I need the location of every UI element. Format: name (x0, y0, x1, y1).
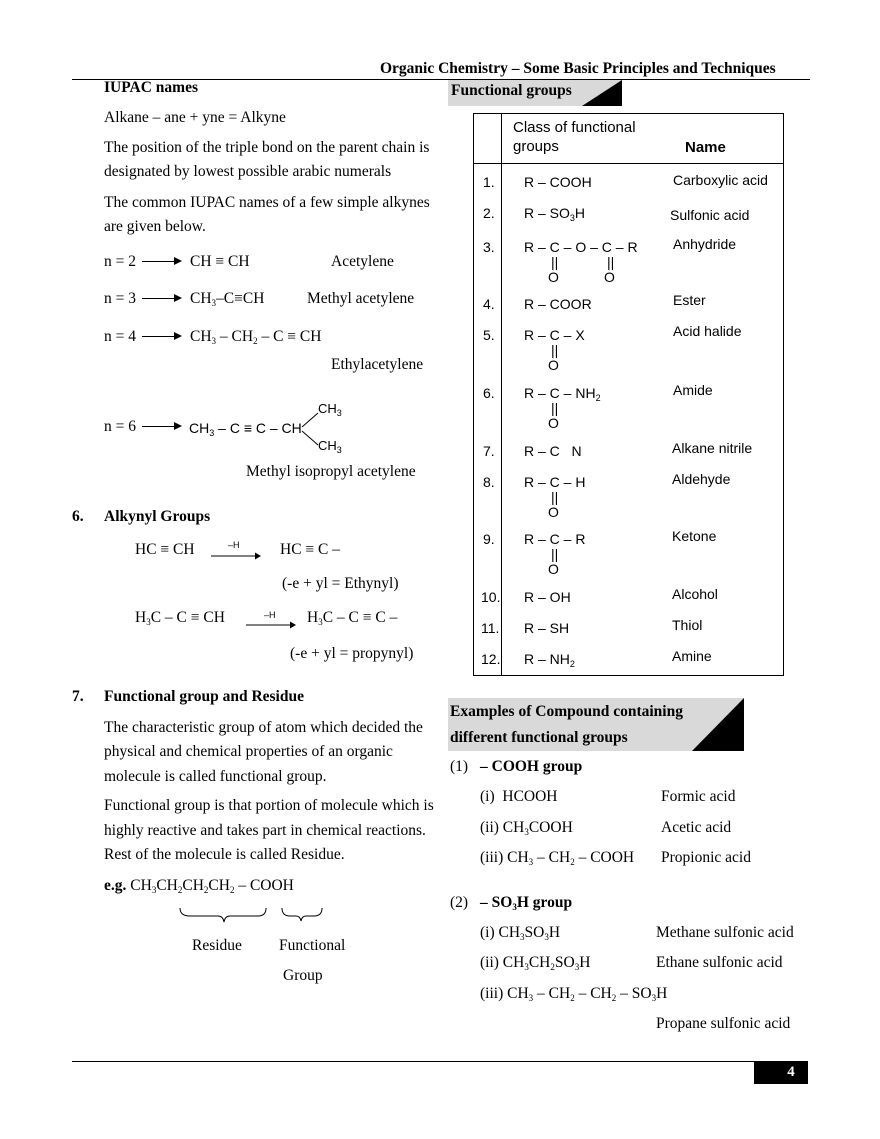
row-name: Ketone (672, 528, 717, 544)
fg-heading: Functional groups (451, 82, 572, 99)
functional-groups-table (473, 113, 784, 676)
n3-formula: $CH_3-C\equiv CH$ (190, 290, 265, 308)
n3-row (104, 290, 188, 308)
row-number: 1. (483, 174, 495, 190)
group1-item2: (ii) $CH_3COOH$ (480, 819, 573, 837)
footer-rule (72, 1061, 808, 1062)
row-number: 7. (483, 443, 495, 459)
table-header-divider (474, 163, 783, 164)
row-number: 9. (483, 531, 495, 547)
double-bond-mark: || (551, 489, 559, 505)
group2-item1: (i) $CH_3SO_3H$ (480, 924, 561, 942)
n4-label: n = 4 (104, 328, 136, 345)
group2-item2: (ii) $CH_3CH_2SO_3H$ (480, 954, 591, 972)
row-formula: R – COOH (524, 174, 592, 190)
double-bond-mark: || (551, 342, 559, 358)
page-number: 4 (787, 1064, 795, 1080)
table-header-class-line1: Class of functional (513, 119, 636, 136)
group2-item1-name: Methane sulfonic acid (656, 924, 794, 941)
group1-item3-name: Propionic acid (661, 849, 751, 866)
n4-formula: $CH_3 - CH_2$ – C ≡ CH (190, 328, 322, 346)
para1-line3: molecule is called functional group. (104, 768, 327, 785)
group2-title: – $SO_3H$ group (480, 894, 573, 912)
banner-corner-triangle (582, 80, 622, 106)
row-formula: R – C – $NH_2$ (524, 385, 601, 403)
row-formula: R – C – O – C – R (524, 239, 638, 255)
header-title: Organic Chemistry – Some Basic Principles and Techniques (380, 60, 776, 77)
n6-label: n = 6 (104, 418, 136, 435)
row-name: Thiol (672, 617, 703, 633)
para1-line2: physical and chemical properties of an organic (104, 743, 393, 760)
para2-line3: Rest of the molecule is called Residue. (104, 846, 345, 863)
row-name: Anhydride (673, 236, 737, 252)
example-row: e.g. $CH_3CH_2CH_2CH_2$ – COOH (104, 877, 294, 895)
para2-line1: Functional group is that portion of molecule which is (104, 797, 434, 814)
n6-row (104, 418, 188, 436)
oxygen-atom: O (604, 269, 615, 285)
alkynyl2-right: $H_3C - C \equiv C$ – (307, 609, 398, 627)
n4-row (104, 328, 188, 346)
arrow-icon (142, 257, 182, 267)
table-header-name: Name (685, 139, 726, 156)
row-name: Sulfonic acid (670, 207, 750, 223)
n2-formula: CH ≡ CH (190, 253, 250, 270)
alkynyl2-arrow-label: –H (264, 610, 276, 620)
examples-heading-line2: different functional groups (450, 729, 628, 746)
double-bond-mark: || (607, 254, 615, 270)
alkyne-naming-rule: Alkane – ane + yne = Alkyne (104, 109, 286, 126)
row-number: 3. (483, 239, 495, 255)
row-name: Alcohol (672, 586, 718, 602)
group2-item3: (iii) $CH_3 - CH_2 - CH_2 - SO_3H$ (480, 985, 668, 1003)
row-number: 6. (483, 385, 495, 401)
oxygen-atom: O (548, 415, 559, 431)
arrow-icon (142, 332, 182, 342)
group-label: Group (283, 967, 323, 984)
group2-number: (2) (450, 894, 469, 911)
row-number: 11. (481, 620, 500, 636)
examples-heading-line1: Examples of Compound containing (450, 703, 683, 720)
oxygen-atom: O (548, 269, 559, 285)
row-number: 2. (483, 205, 495, 221)
section7-title: Functional group and Residue (104, 688, 304, 705)
branch-ch3-bottom: $CH_3$ (318, 438, 342, 455)
row-formula: R – C – R (524, 531, 586, 547)
row-formula: R – C N (524, 443, 582, 459)
row-number: 10. (481, 589, 501, 605)
group1-item3: (iii) $CH_3 - CH_2$ – COOH (480, 849, 635, 867)
row-name: Acid halide (673, 323, 742, 339)
row-formula: R – SH (524, 620, 570, 636)
row-name: Amine (672, 648, 712, 664)
group2-item2-name: Ethane sulfonic acid (656, 954, 783, 971)
position-text-line1: The position of the triple bond on the parent chain is (104, 139, 430, 156)
alkynyl2-left: $H_3C$ – C ≡ CH (135, 609, 225, 627)
n2-name: Acetylene (331, 253, 394, 270)
group1-item1-name: Formic acid (661, 788, 736, 805)
row-formula: R – C – H (524, 474, 586, 490)
alkynyl2-note: (-e + yl = propynyl) (290, 645, 414, 662)
section7-number: 7. (72, 688, 84, 705)
eg-label: e.g. (104, 877, 127, 894)
brace-lines (178, 906, 328, 928)
n4-name: Ethylacetylene (331, 356, 424, 373)
arrow-icon (246, 620, 296, 630)
common-names-line1: The common IUPAC names of a few simple alkynes (104, 194, 430, 211)
n2-label: n = 2 (104, 253, 136, 270)
row-formula: R – $NH_2$ (524, 651, 575, 669)
row-formula: R – $SO_3H$ (524, 205, 586, 223)
n6-formula: $CH_3 - C \equiv C$ – CH (189, 420, 302, 438)
arrow-icon (142, 422, 182, 432)
oxygen-atom: O (548, 504, 559, 520)
row-formula: R – C – X (524, 327, 585, 343)
oxygen-atom: O (548, 561, 559, 577)
n6-name: Methyl isopropyl acetylene (246, 463, 416, 480)
para1-line1: The characteristic group of atom which decided the (104, 719, 423, 736)
n3-label: n = 3 (104, 290, 136, 307)
row-name: Aldehyde (672, 471, 731, 487)
alkynyl1-arrow-label: –H (228, 540, 240, 550)
row-name: Alkane nitrile (672, 440, 753, 456)
para2-line2: highly reactive and takes part in chemical reactions. (104, 822, 426, 839)
iupac-heading: IUPAC names (104, 79, 198, 96)
common-names-line2: are given below. (104, 218, 206, 235)
double-bond-mark: || (551, 400, 559, 416)
banner-corner-triangle (692, 698, 744, 751)
branch-ch3-top: $CH_3$ (318, 401, 342, 418)
group1-number: (1) (450, 758, 469, 775)
row-number: 12. (481, 651, 501, 667)
table-header-class-line2: groups (513, 138, 559, 155)
row-formula: R – OH (524, 589, 571, 605)
arrow-icon (142, 294, 182, 304)
row-name: Amide (673, 382, 713, 398)
group1-title: – COOH group (480, 758, 583, 775)
oxygen-atom: O (548, 357, 559, 373)
group2-item3-name: Propane sulfonic acid (656, 1015, 791, 1032)
row-number: 5. (483, 327, 495, 343)
section6-title: Alkynyl Groups (104, 508, 211, 525)
n2-row (104, 253, 188, 271)
table-col-divider (501, 114, 502, 675)
n3-name: Methyl acetylene (307, 290, 415, 307)
double-bond-mark: || (551, 546, 559, 562)
residue-label: Residue (192, 937, 242, 954)
row-number: 8. (483, 474, 495, 490)
alkynyl1-right: HC ≡ C – (280, 541, 340, 558)
alkynyl1-left: HC ≡ CH (135, 541, 195, 558)
arrow-icon (211, 551, 261, 561)
group1-item1: (i) HCOOH (480, 788, 558, 805)
section6-number: 6. (72, 508, 84, 525)
double-bond-mark: || (551, 254, 559, 270)
group1-item2-name: Acetic acid (661, 819, 732, 836)
alkynyl1-note: (-e + yl = Ethynyl) (282, 575, 399, 592)
position-text-line2: designated by lowest possible arabic numerals (104, 163, 392, 180)
row-name: Ester (673, 292, 706, 308)
row-formula: R – COOR (524, 296, 592, 312)
row-name: Carboxylic acid (673, 172, 768, 188)
row-number: 4. (483, 296, 495, 312)
functional-label: Functional (279, 937, 346, 954)
